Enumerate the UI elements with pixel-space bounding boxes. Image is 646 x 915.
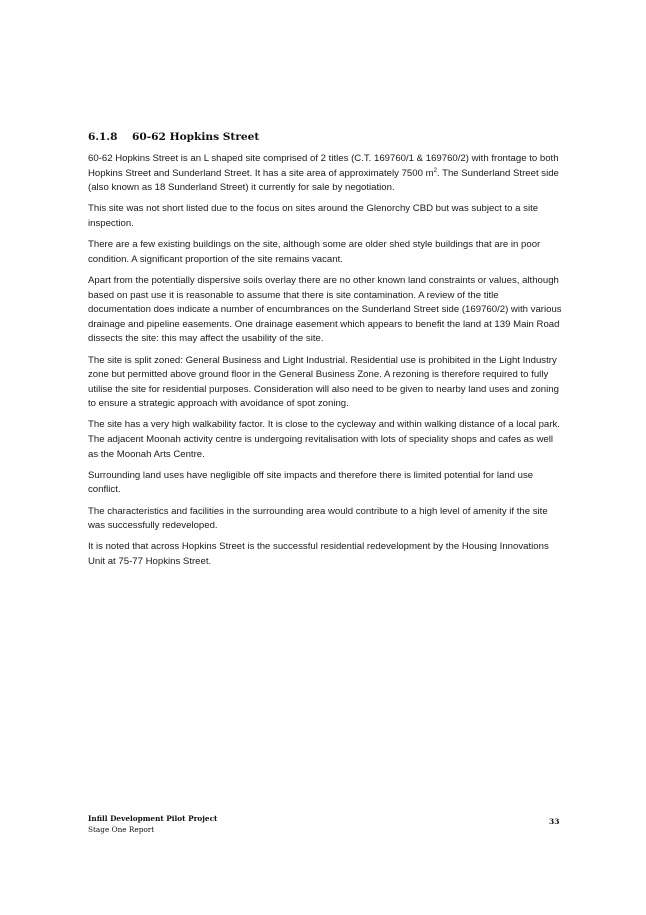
paragraph-zoning: The site is split zoned: General Business and Light Industrial. Residential use is prohibited in the Light Industry zone but permitted above ground floor in the General Business Zone. A rezoning is therefore required to fully utilise the site for residential purposes. Consideration will also need to be given to nearby land uses and zoning to ensure a strategic approach with avoidance of spot zoning.: [88, 354, 559, 410]
paragraph-constraints: Apart from the potentially dispersive soils overlay there are no other known land constraints or values, although based on past use it is reasonable to assume that there is site contamination. A review of the title documentation does indicate a number of encumbrances on the Sunderland Street side (169760/2) with various drainage and pipeline easements. One drainage easement which appears to benefit the land at 139 Main Road dissects the site: this may affect the usability of the site.: [88, 274, 562, 345]
paragraph-amenity: The characteristics and facilities in the surrounding area would contribute to a high level of amenity if the site was successfully redeveloped.: [88, 505, 548, 532]
section-heading: [88, 131, 259, 143]
paragraph-nearby-redevelopment: It is noted that across Hopkins Street is the successful residential redevelopment by the Housing Innovations Unit at 75-77 Hopkins Street.: [88, 541, 549, 567]
page-number: 33: [549, 817, 560, 826]
section-number: 6.1.8: [88, 131, 118, 143]
section-title: 60-62 Hopkins Street: [132, 131, 260, 143]
footer-subtitle: Stage One Report: [88, 824, 155, 834]
paragraph-buildings: There are a few existing buildings on the site, although some are older shed style buildings that are in poor condition. A significant proportion of the site remains vacant.: [88, 239, 541, 265]
footer: [88, 814, 217, 835]
paragraph-walkability: The site has a very high walkability factor. It is close to the cycleway and within walking distance of a local park. The adjacent Moonah activity centre is undergoing revitalisation with lots of speciality shops and cafes as well as the Moonah Arts Centre.: [88, 419, 560, 460]
paragraph-site-description: [88, 152, 564, 196]
paragraph-text: . The Sunderland Street side (also known as 18 Sunderland Street) it currently for sale by negotiation.: [88, 167, 559, 194]
paragraph-land-use: Surrounding land uses have negligible off site impacts and therefore there is limited potential for land use conflict.: [88, 469, 534, 496]
superscript: 2: [433, 167, 437, 174]
footer-title: Infill Development Pilot Project: [88, 814, 218, 823]
paragraph-shortlist: This site was not short listed due to the focus on sites around the Glenorchy CBD but was subject to a site inspection.: [88, 203, 539, 229]
body-text: [88, 152, 564, 576]
paragraph-text: 60-62 Hopkins Street is an L shaped site comprised of 2 titles (C.T. 169760/1 & 169760/2) with frontage to both Hopkins Street and Sunderland Street. It has a site area of approximately 7500 m: [88, 153, 559, 179]
